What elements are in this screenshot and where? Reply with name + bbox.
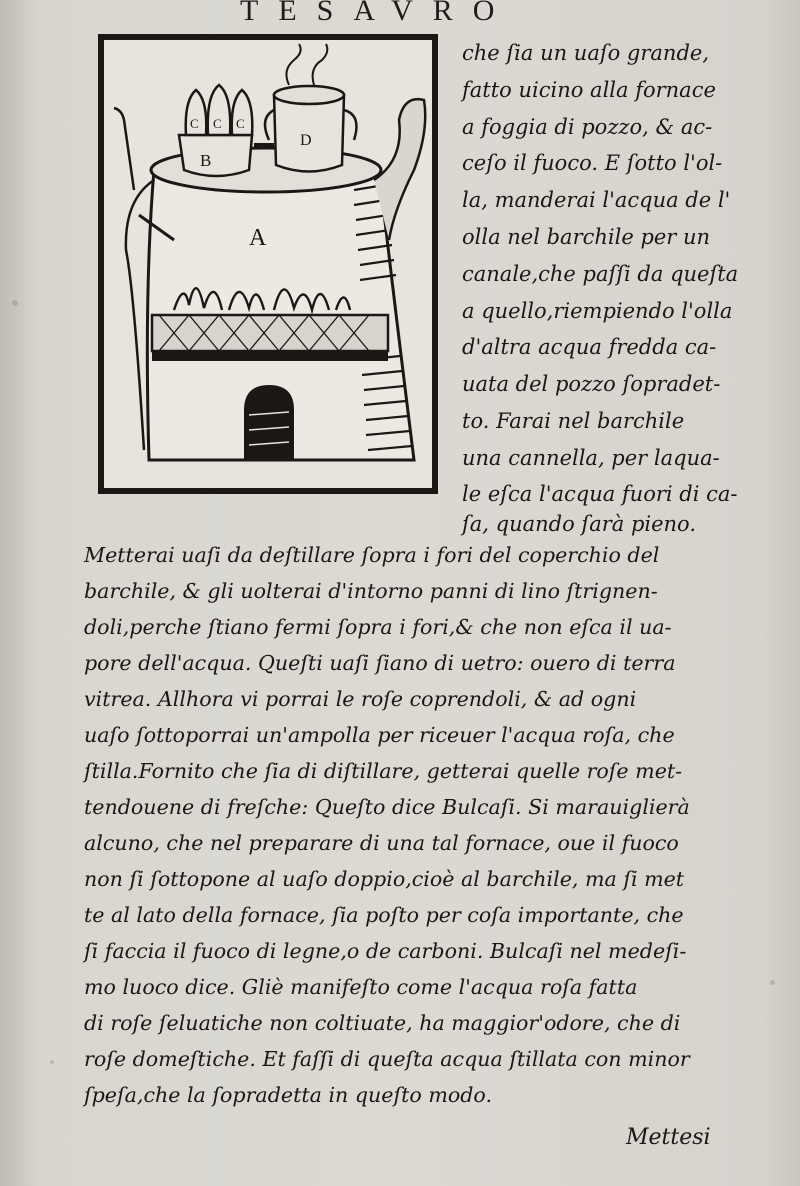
ink-speck <box>12 300 18 306</box>
ink-speck <box>50 1060 54 1064</box>
ink-speck <box>770 980 775 985</box>
text-line: una cannella, per laqua- <box>462 446 720 470</box>
text-line: uaſo ſottoporrai un'ampolla per riceuer l'acqua roſa, che <box>84 723 675 747</box>
text-line: la, manderai l'acqua de l' <box>462 188 731 212</box>
text-line: ceſo il fuoco. E ſotto l'ol- <box>462 151 723 175</box>
text-line: che ſia un uaſo grande, <box>462 41 710 65</box>
text-line: Metterai uaſi da deſtillare ſopra i fori del coperchio del <box>84 543 660 567</box>
text-line: le eſca l'acqua fuori di ca- <box>462 482 738 506</box>
text-line: te al lato della fornace, ſia poſto per coſa importante, che <box>84 903 684 927</box>
label-c3: C <box>236 116 245 131</box>
text-line: barchile, & gli uolterai d'intorno panni di lino ſtrignen- <box>84 579 658 603</box>
label-c1: C <box>190 116 199 131</box>
text-line: alcuno, che nel preparare di una tal fornace, oue il fuoco <box>84 831 679 855</box>
label-c2: C <box>213 116 222 131</box>
text-line: a quello,riempiendo l'olla <box>462 299 733 323</box>
running-head: TESAVRO <box>240 0 515 27</box>
text-line: olla nel barchile per un <box>462 225 711 249</box>
text-line: fatto uicino alla fornace <box>462 78 716 102</box>
text-line: non ſi ſottopone al uaſo doppio,cioè al barchile, ma ſi met <box>84 867 685 891</box>
catchword: Mettesi <box>626 1125 711 1150</box>
text-line: a foggia di pozzo, & ac- <box>462 115 713 139</box>
text-line: doli,perche ſtiano fermi ſopra i fori,& che non eſca il ua- <box>84 615 672 639</box>
text-line: ſpeſa,che la ſopradetta in queſto modo. <box>84 1083 493 1107</box>
label-b: B <box>200 151 212 170</box>
text-line: ſi faccia il fuoco di legne,o de carboni. Bulcaſi nel medeſi- <box>84 939 687 963</box>
text-line: to. Farai nel barchile <box>462 409 685 433</box>
text-line: di roſe ſeluatiche non coltiuate, ha maggior'odore, che di <box>84 1011 681 1035</box>
text-line: ſtilla.Fornito che ſia di diſtillare, getterai quelle roſe met- <box>84 759 683 783</box>
text-line: mo luoco dice. Gliè manifeſto come l'acqua roſa fatta <box>84 975 638 999</box>
label-a: A <box>249 225 267 251</box>
furnace-woodcut <box>98 34 438 494</box>
text-line: ſa, quando ſarà pieno. <box>462 512 697 536</box>
text-line: tendouene di freſche: Queſto dice Bulcaſi. Si marauiglierà <box>84 795 690 819</box>
text-line: pore dell'acqua. Queſti uaſi ſiano di uetro: ouero di terra <box>84 651 676 675</box>
furnace-illustration <box>104 40 432 488</box>
text-line: d'altra acqua fredda ca- <box>462 335 717 359</box>
text-line: roſe domeſtiche. Et faſſi di queſta acqua ſtillata con minor <box>84 1047 690 1071</box>
text-line: canale,che paſſi da queſta <box>462 262 739 286</box>
label-d: D <box>300 132 312 149</box>
text-line: vitrea. Allhora vi porrai le roſe coprendoli, & ad ogni <box>84 687 637 711</box>
text-line: uata del pozzo ſopradet- <box>462 372 721 396</box>
